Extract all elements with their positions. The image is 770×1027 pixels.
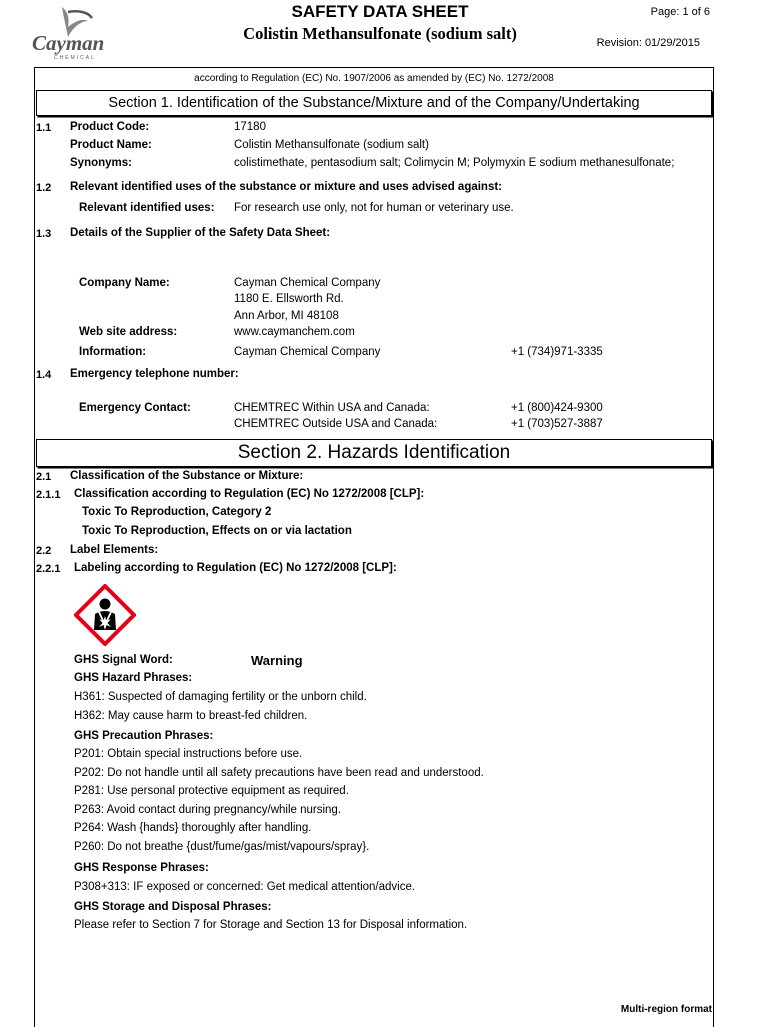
product-code-value: 17180 [234, 121, 266, 133]
product-code-label: Product Code: [70, 121, 150, 133]
document-title: SAFETY DATA SHEET [291, 2, 469, 21]
frame-right-rule [713, 67, 714, 1027]
supplier-heading: Details of the Supplier of the Safety Data Sheet: [70, 227, 331, 239]
revision-date: Revision: 01/29/2015 [596, 37, 700, 49]
emergency-contact-label: Emergency Contact: [79, 402, 191, 414]
emergency-contact-1: CHEMTREC Within USA and Canada: [234, 402, 430, 414]
frame-top-rule [34, 67, 714, 68]
page-number: Page: 1 of 6 [650, 6, 710, 18]
precaution-phrase: P264: Wash {hands} thoroughly after handling. [74, 822, 312, 834]
precaution-phrase: P260: Do not breathe {dust/fume/gas/mist/vapours/spray}. [74, 841, 370, 853]
health-hazard-icon [74, 584, 136, 646]
section-number: 2.1 [36, 471, 52, 483]
response-phrases-heading: GHS Response Phrases: [74, 862, 209, 874]
section-number: 2.2 [36, 545, 52, 557]
storage-phrases-heading: GHS Storage and Disposal Phrases: [74, 901, 272, 913]
uses-label: Relevant identified uses: [79, 202, 215, 214]
synonyms-label: Synonyms: [70, 157, 132, 169]
company-name-label: Company Name: [79, 277, 170, 289]
product-subtitle: Colistin Methansulfonate (sodium salt) [243, 24, 517, 43]
label-elements-heading: Label Elements: [70, 544, 159, 556]
address-line2: Ann Arbor, MI 48108 [234, 310, 339, 322]
emergency-heading: Emergency telephone number: [70, 368, 239, 380]
precaution-phrase: P281: Use personal protective equipment as required. [74, 785, 349, 797]
uses-heading: Relevant identified uses of the substance or mixture and uses advised against: [70, 181, 503, 193]
signal-word: Warning [251, 653, 303, 668]
classification-item: Toxic To Reproduction, Category 2 [82, 506, 272, 518]
clp-heading: Classification according to Regulation (EC) No 1272/2008 [CLP]: [74, 488, 425, 500]
classification-item: Toxic To Reproduction, Effects on or via lactation [82, 525, 352, 537]
section-number: 2.2.1 [36, 563, 61, 575]
precaution-phrase: P201: Obtain special instructions before use. [74, 748, 303, 760]
emergency-contact-2: CHEMTREC Outside USA and Canada: [234, 418, 438, 430]
hazard-phrase: H362: May cause harm to breast-fed children. [74, 710, 308, 722]
precaution-phrase: P263: Avoid contact during pregnancy/while nursing. [74, 804, 342, 816]
precaution-phrases-heading: GHS Precaution Phrases: [74, 730, 214, 742]
labeling-heading: Labeling according to Regulation (EC) No 1272/2008 [CLP]: [74, 562, 397, 574]
regulation-note: according to Regulation (EC) No. 1907/2006 as amended by (EC) No. 1272/2008 [194, 73, 554, 84]
frame-left-rule [34, 67, 35, 1027]
section1-header [36, 90, 712, 116]
uses-value: For research use only, not for human or veterinary use. [234, 202, 514, 214]
address-line1: 1180 E. Ellsworth Rd. [234, 293, 344, 305]
information-phone: +1 (734)971-3335 [511, 346, 603, 358]
information-label: Information: [79, 346, 147, 358]
section-number: 1.3 [36, 228, 52, 240]
section1-title: Section 1. Identification of the Substance/Mixture and of the Company/Undertaking [108, 95, 640, 111]
information-value: Cayman Chemical Company [234, 346, 381, 358]
hazard-phrase: H361: Suspected of damaging fertility or the unborn child. [74, 691, 367, 703]
signal-word-label: GHS Signal Word: [74, 654, 173, 666]
response-phrase: P308+313: IF exposed or concerned: Get medical attention/advice. [74, 881, 416, 893]
classification-heading: Classification of the Substance or Mixture: [70, 470, 304, 482]
product-name-label: Product Name: [70, 139, 152, 151]
cayman-logo [28, 4, 114, 60]
section-number: 1.2 [36, 182, 52, 194]
section2-header [36, 439, 712, 467]
section-number: 1.4 [36, 369, 52, 381]
section-number: 2.1.1 [36, 489, 61, 501]
product-name-value: Colistin Methansulfonate (sodium salt) [234, 139, 429, 151]
hazard-phrases-heading: GHS Hazard Phrases: [74, 672, 193, 684]
web-link[interactable]: www.caymanchem.com [234, 326, 355, 338]
precaution-phrase: P202: Do not handle until all safety precautions have been read and understood. [74, 767, 484, 779]
company-name-value: Cayman Chemical Company [234, 277, 381, 289]
emergency-phone-1: +1 (800)424-9300 [511, 402, 603, 414]
format-label: Multi-region format [620, 1004, 712, 1015]
synonyms-value: colistimethate, pentasodium salt; Colimycin M; Polymyxin E sodium methanesulfonate; [234, 157, 675, 169]
web-label: Web site address: [79, 326, 178, 338]
emergency-phone-2: +1 (703)527-3887 [511, 418, 603, 430]
section2-title: Section 2. Hazards Identification [237, 442, 511, 463]
storage-phrase: Please refer to Section 7 for Storage and Section 13 for Disposal information. [74, 919, 468, 931]
svg-text:CHEMICAL: CHEMICAL [54, 55, 96, 60]
section-number: 1.1 [36, 122, 52, 134]
svg-text:Cayman: Cayman [32, 31, 105, 55]
